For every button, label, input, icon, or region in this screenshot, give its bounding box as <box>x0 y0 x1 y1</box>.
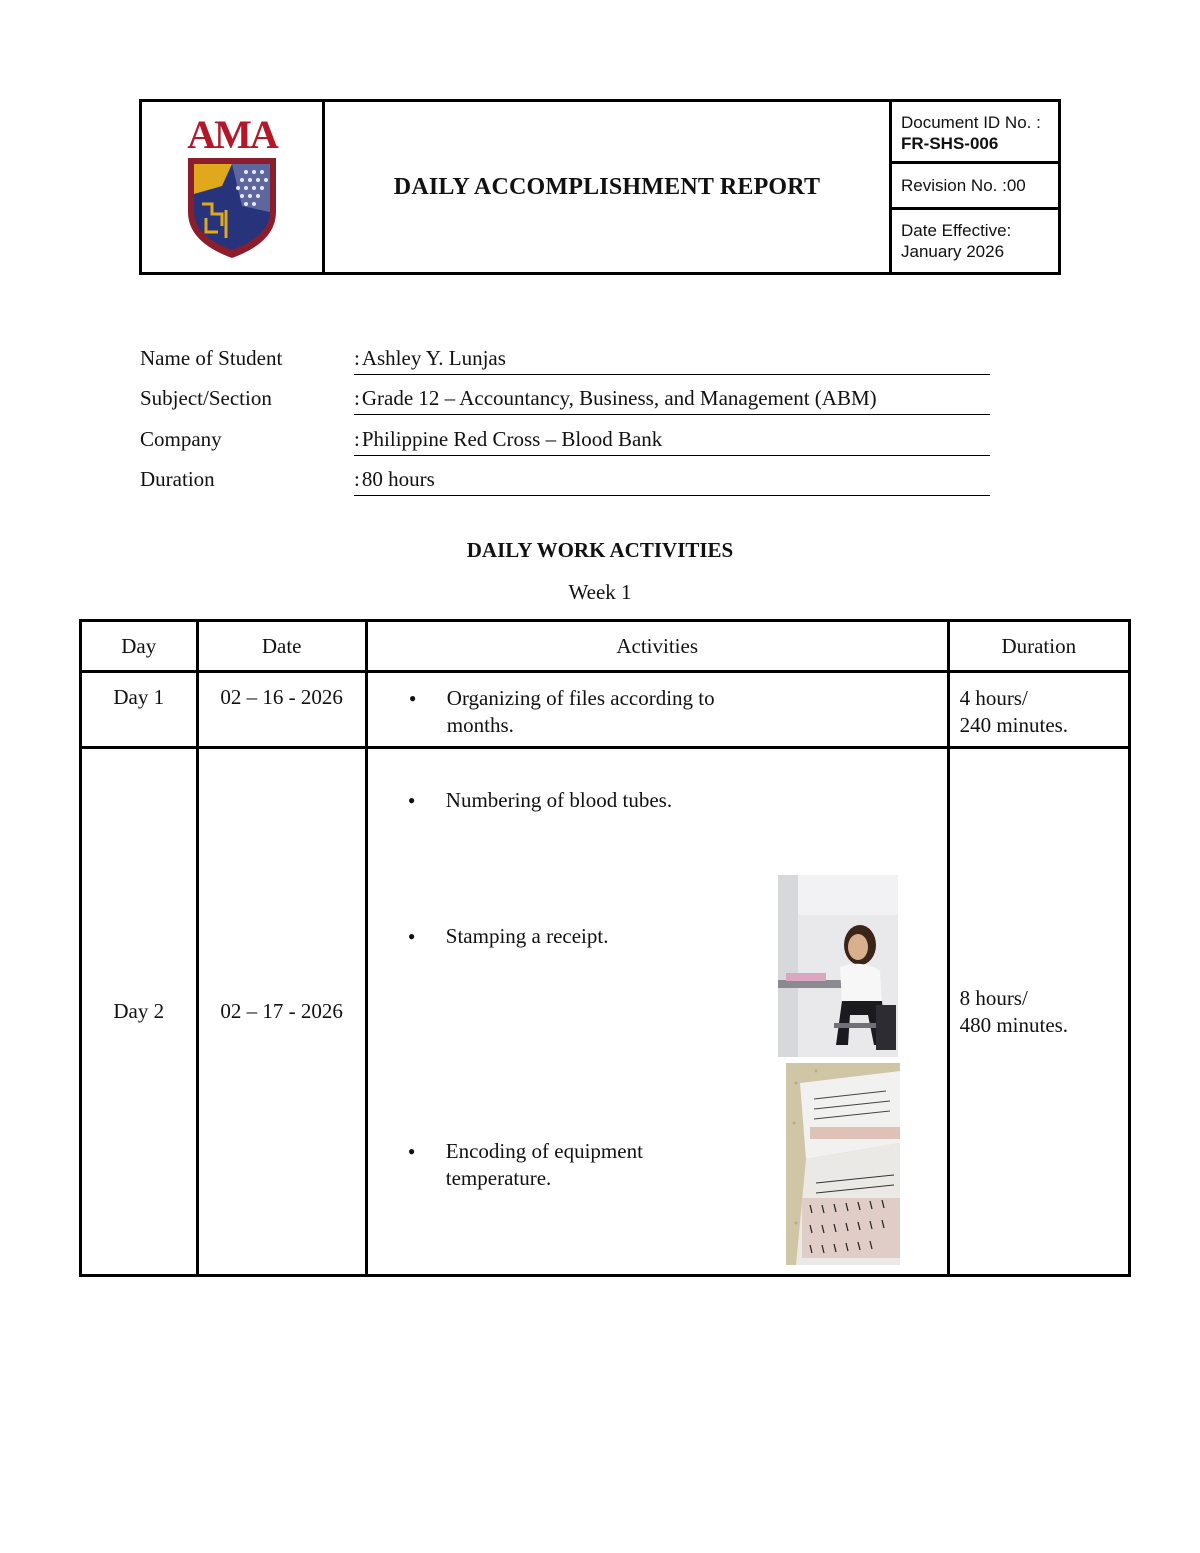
date-effective-value: January 2026 <box>901 242 1005 261</box>
date-cell: 02 – 17 - 2026 <box>197 748 366 1276</box>
duration-cell <box>948 672 1129 748</box>
week-title: Week 1 <box>568 580 632 604</box>
section-title: DAILY WORK ACTIVITIES <box>466 538 734 562</box>
info-row-company <box>140 417 990 458</box>
total-duration: 80 hours <box>361 467 435 491</box>
activities-cell <box>366 672 948 748</box>
document-meta <box>892 102 1058 272</box>
activity-photo-temperature-log <box>786 1063 900 1265</box>
activities-table <box>79 619 1131 1277</box>
title-cell <box>325 102 892 272</box>
duration-hours: 4 hours/ <box>959 686 1028 710</box>
info-label: Company <box>140 426 222 451</box>
info-value: :Ashley Y. Lunjas <box>354 346 990 377</box>
info-value: :80 hours <box>354 467 990 498</box>
table-row <box>81 748 1130 1276</box>
duration-cell <box>948 748 1129 1276</box>
document-id-label: Document ID No. : <box>901 113 1041 132</box>
column-header-activities: Activities <box>366 621 948 672</box>
activity-item: • Organizing of files according to months. <box>409 685 747 739</box>
logo-cell <box>142 102 325 272</box>
column-header-date: Date <box>197 621 366 672</box>
duration-minutes: 240 minutes. <box>959 713 1069 737</box>
date-effective <box>892 210 1058 272</box>
info-label: Name of Student <box>140 345 283 370</box>
ama-logo <box>182 114 282 260</box>
date-cell: 02 – 16 - 2026 <box>197 672 366 748</box>
info-row-subject <box>140 377 990 418</box>
duration-hours: 8 hours/ <box>959 985 1028 1010</box>
activity-item: • Numbering of blood tubes. <box>408 787 672 814</box>
day-cell: Day 2 <box>81 748 198 1276</box>
duration-minutes: 480 minutes. <box>959 1012 1069 1037</box>
activity-photo-student <box>778 875 898 1057</box>
activity-item: • Encoding of equipment temperature. <box>408 1138 686 1192</box>
info-row-name <box>140 336 990 377</box>
info-value: :Grade 12 – Accountancy, Business, and Management (ABM) <box>354 386 990 417</box>
document-id <box>892 102 1058 164</box>
student-name: Ashley Y. Lunjas <box>361 345 506 370</box>
info-row-duration <box>140 458 990 499</box>
info-label: Duration <box>140 467 215 491</box>
column-header-day: Day <box>81 621 198 672</box>
activities-cell <box>366 748 948 1276</box>
document-header <box>139 99 1061 275</box>
activity-item: • Stamping a receipt. <box>408 923 609 950</box>
date-effective-label: Date Effective: <box>901 221 1012 240</box>
day-cell: Day 1 <box>81 672 198 748</box>
student-info <box>140 336 990 498</box>
info-label: Subject/Section <box>140 386 272 410</box>
table-row <box>81 672 1130 748</box>
info-value: :Philippine Red Cross – Blood Bank <box>354 427 990 458</box>
company-name: Philippine Red Cross – Blood Bank <box>361 426 663 451</box>
column-header-duration: Duration <box>948 621 1129 672</box>
document-title: DAILY ACCOMPLISHMENT REPORT <box>393 173 821 200</box>
logo-text: AMA <box>187 114 277 157</box>
table-header-row <box>81 621 1130 672</box>
revision-number: Revision No. :00 <box>892 164 1058 210</box>
document-id-value: FR-SHS-006 <box>901 134 999 153</box>
subject-section: Grade 12 – Accountancy, Business, and Management (ABM) <box>361 386 877 410</box>
